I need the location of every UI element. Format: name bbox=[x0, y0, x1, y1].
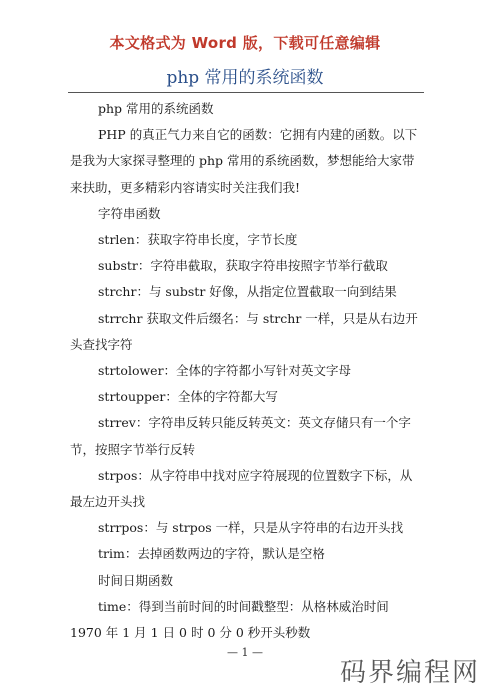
document-body bbox=[70, 96, 422, 646]
item-strlen: strlen：获取字符串长度，字节长度 bbox=[98, 232, 298, 248]
document-title: php 常用的系统函数 bbox=[166, 68, 324, 88]
item-time: time：得到当前时间的时间戳整型：从格林威治时间 1970 年 1 月 1 日 0 时 0 分 0 秒开头秒数 bbox=[70, 598, 389, 641]
site-watermark: 码界编程网 bbox=[339, 658, 480, 688]
item-strpos: strpos：从字符串中找对应字符展现的位置数字下标，从最左边开头找 bbox=[70, 467, 413, 510]
item-trim: trim：去掉函数两边的字符，默认是空格 bbox=[98, 546, 325, 562]
title-divider bbox=[68, 92, 424, 93]
item-strrev: strrev：字符串反转只能反转英文：英文存储只有一个字节，按照字节举行反转 bbox=[70, 415, 411, 457]
section-heading-string-functions: 字符串函数 bbox=[98, 205, 161, 221]
item-strrchr: strrchr 获取文件后缀名：与 strchr 一样，只是从右边开头查找字符 bbox=[70, 310, 418, 352]
item-strtolower: strtolower：全体的字符都小写针对英文字母 bbox=[98, 363, 352, 379]
format-banner: 本文格式为 Word 版，下载可任意编辑 bbox=[109, 34, 381, 52]
item-substr: substr：字符串截取，获取字符串按照字节举行截取 bbox=[98, 258, 388, 274]
paragraph-heading: php 常用的系统函数 bbox=[98, 101, 214, 116]
item-strtoupper: strtoupper：全体的字符都大写 bbox=[98, 389, 278, 405]
paragraph-intro: PHP 的真正气力来自它的函数：它拥有内建的函数。以下是我为大家探寻整理的 php 常用的系统函数，梦想能给大家带来扶助，更多精彩内容请实时关注我们我! bbox=[70, 127, 418, 195]
item-strchr: strchr：与 substr 好像，从指定位置截取一向到结果 bbox=[98, 284, 397, 300]
section-heading-datetime-functions: 时间日期函数 bbox=[98, 572, 174, 588]
page-number: — 1 — bbox=[227, 646, 263, 659]
item-strrpos: strrpos：与 strpos 一样，只是从字符串的右边开头找 bbox=[98, 520, 404, 536]
